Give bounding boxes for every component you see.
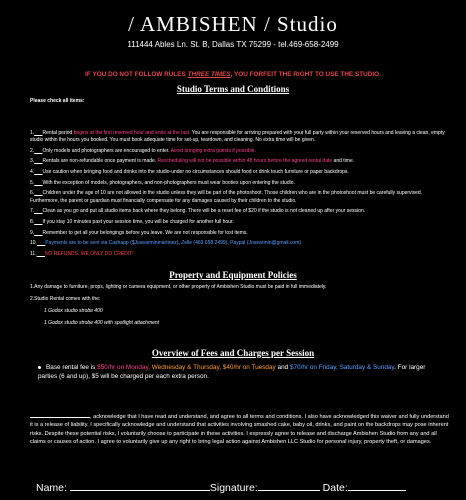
rule-checkbox-blank[interactable] (34, 180, 42, 186)
fees-text-5: $70/hr on Friday, Saturday & Sunday (289, 363, 395, 371)
rule-text: Rentals are non-refundable once payment is made. (42, 158, 158, 165)
rule-text: Remember to get all your belongings before you leave. We are not responsible for lost items. (42, 229, 248, 236)
rule-checkbox-blank[interactable] (34, 169, 42, 175)
rule-checkbox-blank[interactable] (34, 148, 42, 154)
rule-checkbox-blank[interactable] (37, 251, 45, 257)
rule-text: Only models and photographers are encouraged to enter. (42, 147, 171, 154)
rule-number: 3. (30, 158, 35, 165)
warning-text-post: , YOU FORFEIT THE RIGHT TO USE THE STUDIO. (230, 71, 381, 78)
rule-number: 7. (30, 208, 35, 215)
rule-text: Use caution when bringing food and drinks into the studio-under no circumstances should food or drink touch furniture or paper backdrops. (42, 168, 349, 175)
rule-number: 6. (30, 190, 35, 197)
rule-item (30, 148, 452, 156)
rule-checkbox-blank[interactable] (34, 130, 42, 136)
rule-number: 4. (30, 168, 35, 175)
equipment-item-2: 1 Godox studio strobe 400 with spotlight attachment (44, 320, 160, 327)
signature-field[interactable] (258, 480, 320, 491)
warning-text-pre: IF YOU DO NOT FOLLOW RULES (85, 71, 186, 78)
property-item-2: 2.Studio Rental comes with the: (30, 295, 101, 302)
rule-text: With the exception of models, photographers, and non-photographers must wear booties upon entering the studio. (42, 179, 295, 186)
bullet-icon (38, 366, 41, 369)
rule-item (30, 230, 452, 238)
rule-number: 9. (30, 229, 35, 236)
rule-checkbox-blank[interactable] (34, 208, 42, 214)
warning-banner (0, 71, 466, 79)
studio-title: / AMBISHEN / Studio (128, 12, 338, 36)
warning-emphasis: THREE TIMES (187, 71, 231, 78)
fees-heading: Overview of Fees and Charges per Session (151, 347, 315, 358)
rule-text: Payments are to be sent via Cashapp ($Josearminmartinez), Zelle (469.658.2499), Paypal (Josearmin@gmail.com) (45, 240, 302, 247)
fees-text-4: and (275, 363, 290, 371)
rule-text: Rental period (42, 129, 74, 136)
rule-text: and time. (332, 158, 355, 165)
rules-list (0, 130, 466, 259)
signature-row (36, 480, 406, 494)
fees-text-6: . For larger parties (6 and up), $5 will be charged per each extra person. (38, 363, 426, 380)
rule-text: NO REFUNDS. WE ONLY DO CREDIT! (44, 250, 134, 257)
rule-number: 10. (30, 240, 37, 247)
name-label: Name: (36, 482, 67, 494)
date-field[interactable] (348, 480, 406, 491)
equipment-item-1: 1 Godox studio strobe 400 (44, 307, 103, 314)
rule-item (30, 251, 452, 259)
studio-address: 111444 Ables Ln. St. B, Dallas TX 75299 - tel.469-658-2499 (127, 40, 339, 49)
rule-text: If you stay 10 minutes past your session time, you will be charged for another full hour. (42, 218, 234, 225)
rule-number: 11. (30, 250, 37, 257)
property-item-1: 1.Any damage to furniture, props, lighting or camera equipment, or other property of Ambishen Studio must be paid in full immediately. (30, 284, 327, 291)
waiver-text: , acknowledge that I have read and understand, and agree to all terms and conditions. I also have acknowledged this waiver and fully understand it is a release of liability. I specifically acknowledge and understand that activities involving smashed cake, baby oil, drinks, and paint on the backdrops may pose inherent risks. Despite these potential risks, I voluntarily choose to participate in these activities. I expressly agree to release and discharge Ambishen Studio from any and all claims or causes of action. I agree to voluntarily give up any right to bring legal action against Ambishen LLC Studio for personal injury, property theft, or damages. (30, 413, 449, 445)
rule-checkbox-blank[interactable] (34, 190, 42, 196)
fees-text-1: Base rental fee is (46, 363, 98, 371)
rule-text: Rescheduling will not be possible within 48 hours before the agreed rental date (157, 158, 333, 165)
waiver-paragraph (0, 411, 466, 447)
rule-item (30, 208, 452, 216)
date-label: Date: (322, 482, 348, 494)
property-heading: Property and Equipment Policies (169, 270, 297, 281)
fees-item (0, 363, 466, 381)
rule-item (30, 158, 452, 166)
rule-number: 1. (30, 129, 35, 136)
rule-checkbox-blank[interactable] (34, 219, 42, 225)
fees-text-3: Wednesday & Thursday, $40/hr on Tuesday (151, 363, 276, 371)
terms-heading: Studio Terms and Conditions (176, 84, 290, 94)
waiver-name-blank[interactable] (30, 411, 90, 418)
rule-text: begins at the first reserved hour and ends at the last. (73, 129, 191, 136)
name-field[interactable] (70, 480, 210, 491)
rule-checkbox-blank[interactable] (34, 158, 42, 164)
rule-text: Avoid bringing extra guests if possible. (170, 147, 256, 154)
check-all-label: Please check all items: (30, 98, 85, 104)
rule-item (30, 190, 452, 205)
rule-item (30, 169, 452, 177)
rule-checkbox-blank[interactable] (34, 230, 42, 236)
rule-item (30, 130, 452, 145)
rule-text: You are responsible for arriving prepared with your full party within your reserved hours and leaving a clean, empty studio within the hours you booked. You must book adequate time for set-up, teardown, and cleaning. No extra time will be given. (30, 129, 445, 144)
signature-label: Signature: (209, 482, 258, 494)
fees-text-2: $50/hr on Monday, (97, 363, 152, 371)
rule-item (30, 240, 452, 248)
rule-number: 2. (30, 147, 35, 154)
rule-number: 8. (30, 218, 35, 225)
rule-text: Children under the age of 10 are not allowed in the studio unless they will be part of the photoshoot. Those children who are in the photoshoot must be carefully supervised. Furthermore, the parent or guardian must financially compensate for any damages caused by their children to the studio. (30, 190, 423, 204)
rule-item (30, 180, 452, 188)
rule-number: 5. (30, 179, 35, 186)
rule-item (30, 219, 452, 227)
rule-text: Clean as you go and put all studio items back where they belong. There will be a reset fee of $20 if the studio is not cleaned up after your session. (42, 208, 366, 215)
